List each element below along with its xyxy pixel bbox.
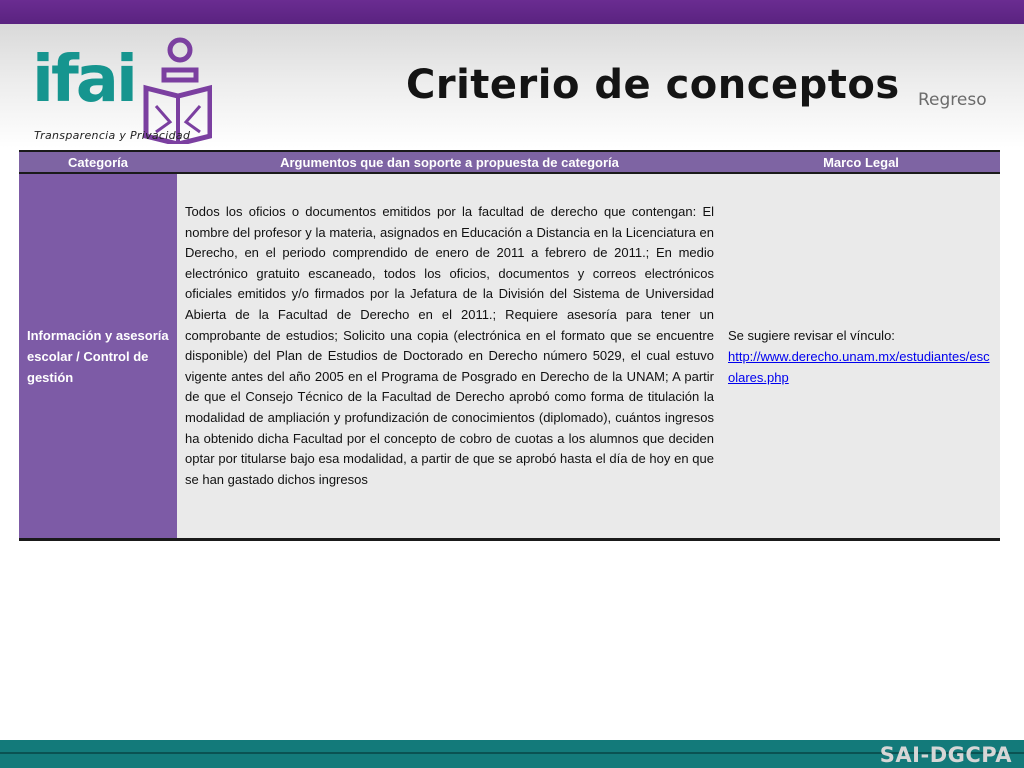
person-reading-book-icon [140, 36, 212, 144]
footer-label: SAI-DGCPA [879, 743, 1012, 767]
logo-wordmark: ifai [32, 43, 135, 117]
table-header-row [19, 152, 1000, 174]
top-band [0, 0, 1024, 24]
column-header-arguments: Argumentos que dan soporte a propuesta de categoría [280, 154, 619, 170]
page-title: Criterio de conceptos [406, 62, 900, 108]
logo-tagline: Transparencia y Privacidad [34, 129, 191, 142]
column-header-legal: Marco Legal [823, 154, 899, 170]
column-header-category: Categoría [68, 154, 128, 170]
legal-link[interactable]: http://www.derecho.unam.mx/estudiantes/escolares.php [728, 348, 990, 385]
legal-text: Se sugiere revisar el vínculo: [728, 327, 895, 343]
bottom-band [0, 740, 1024, 768]
criteria-table [19, 150, 1000, 541]
table-row [19, 174, 1000, 538]
arguments-cell: Todos los oficios o documentos emitidos por la facultad de derecho que contengan: El nombre del profesor y la materia, asignados en Educación a Distancia en la Licenciatura en Derecho, en el periodo comprendido de enero de 2011 a febrero de 2011.; En medio electrónico gratuito escaneado, todos los oficios, documentos y correos electrónicos oficiales emitidos y/o firmados por la Jefatura de la División del Sistema de Universidad Abierta de la Facultad de Derecho en el 2011.; Requiere asesoría para tener un comprobante de estudios; Solicito una copia (electrónica en el formato que se encuentre disponible) del Plan de Estudios de Doctorado en Derecho número 5029, el cual estuvo vigente antes del año 2005 en el Programa de Posgrado en Derecho de la UNAM; A partir de que el Consejo Técnico de la Facultad de Derecho aprobó como forma de titulación la modalidad de ampliación y profundización de conocimientos (diplomado), cuántos ingresos ha obtenido dicha Facultad por el concepto de cobro de cuotas a los alumnos que deciden optar por titularse bajo esa modalidad, a partir de que se aprobó hasta el día de hoy en que se han gastado dichos ingresos [177, 174, 722, 538]
back-link[interactable]: Regreso [918, 90, 987, 110]
category-text: Información y asesoría escolar / Control de gestión [27, 327, 169, 385]
category-cell [19, 174, 177, 538]
ifai-logo [28, 36, 218, 146]
bottom-stripe [0, 752, 1024, 754]
legal-cell [722, 174, 1000, 538]
